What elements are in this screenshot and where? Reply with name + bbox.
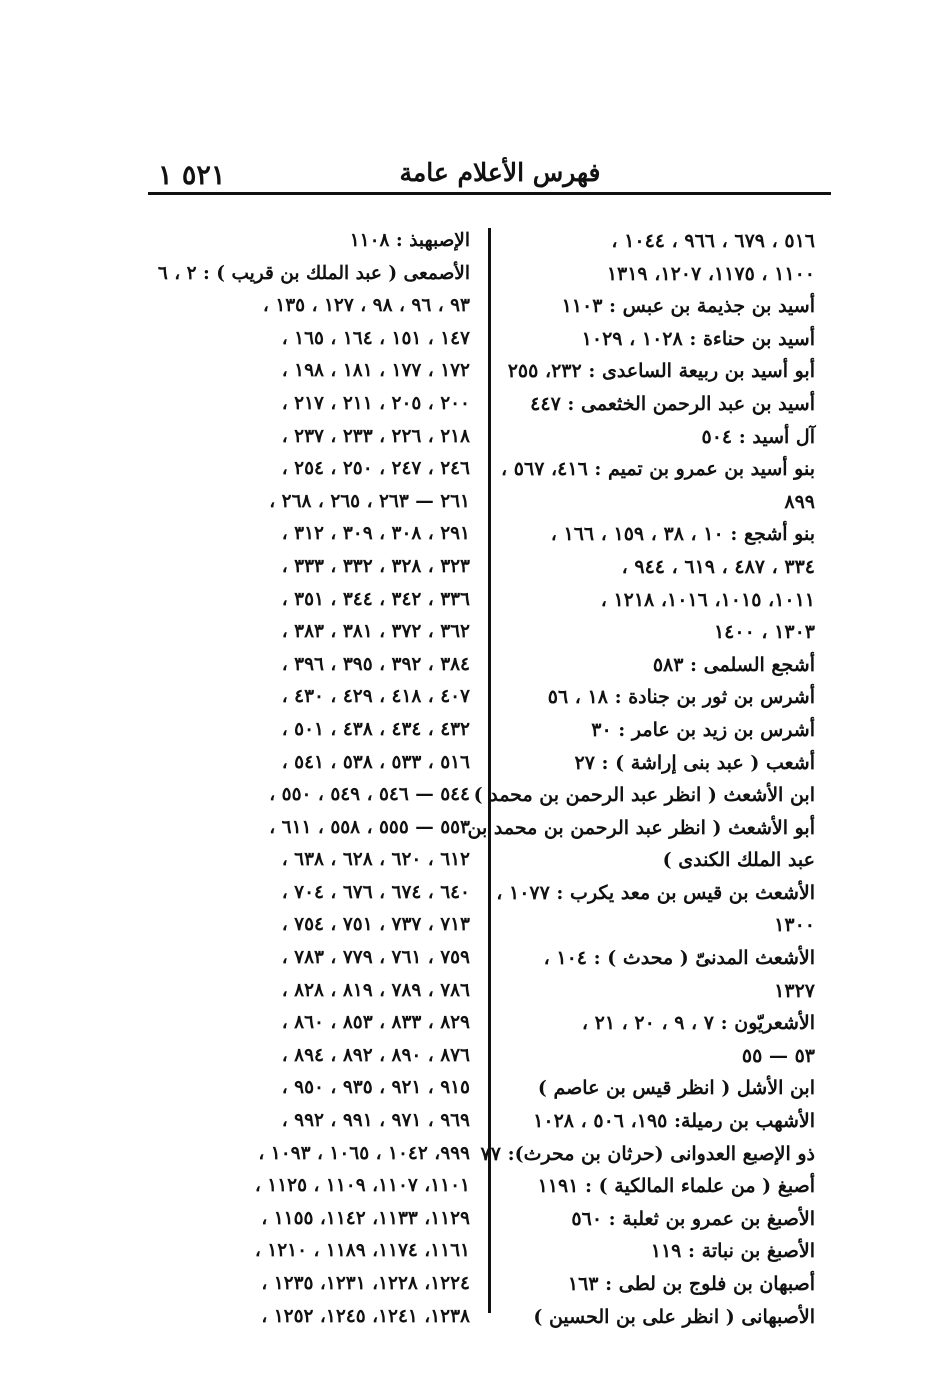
index-line: ٢٦١ — ٢٦٣ ، ٢٦٥ ، ٢٦٨ ، <box>269 490 470 512</box>
index-line: ١٠١١، ١٠١٥، ١٠١٦، ١٢١٨ ، <box>600 588 815 611</box>
index-line: ١٢٢٤، ١٢٢٨، ١٢٣١، ١٢٣٥ ، <box>261 1273 470 1294</box>
index-line: ابن الأشعث ( انظر عبد الرحمن بن محمد ) <box>473 784 815 807</box>
index-line: ٢١٨ ، ٢٢٦ ، ٢٣٣ ، ٢٣٧ ، <box>281 425 470 447</box>
index-line: ٩٩٩، ١٠٤٢ ، ١٠٦٥ ، ١٠٩٣ ، <box>258 1142 470 1164</box>
index-line: الأصمعى ( عبد الملك بن قريب ) : ٢ ، ٦ <box>157 262 470 284</box>
index-line: ٣٣٦ ، ٣٤٢ ، ٣٤٤ ، ٣٥١ ، <box>281 588 470 610</box>
index-line: أشجع السلمى : ٥٨٣ <box>652 653 815 676</box>
index-line: الأشعث بن قيس بن معد يكرب : ١٠٧٧ ، <box>496 881 815 904</box>
index-line: ١١٠٠ ، ١١٧٥، ١٢٠٧، ١٣١٩ <box>606 262 815 285</box>
index-line: ٦٤٠ ، ٦٧٤ ، ٦٧٦ ، ٧٠٤ ، <box>281 881 470 903</box>
index-line: ذو الإصبع العدوانى (حرثان بن محرث): ٧٧ <box>480 1142 815 1165</box>
index-line: أسيد بن جذيمة بن عبس : ١١٠٣ <box>561 295 815 318</box>
index-line: ٩١٥ ، ٩٢١ ، ٩٣٥ ، ٩٥٠ ، <box>281 1077 470 1099</box>
index-line: ٢٩١ ، ٣٠٨ ، ٣٠٩ ، ٣١٢ ، <box>281 523 470 545</box>
index-line: ٩٣ ، ٩٦ ، ٩٨ ، ١٢٧ ، ١٣٥ ، <box>262 295 470 317</box>
header-rule <box>148 192 831 195</box>
index-line: الأصبغ بن نباتة : ١١٩ <box>650 1240 815 1263</box>
index-line: الأشهب بن رميلة: ١٩٥، ٥٠٦ ، ١٠٢٨ <box>533 1110 815 1133</box>
index-line: ٣٢٣ ، ٣٢٨ ، ٣٣٢ ، ٣٣٣ ، <box>281 555 470 577</box>
index-line: أصبهان بن فلوج بن لطى : ١٦٣ <box>567 1273 815 1295</box>
index-line: أبو الأشعث ( انظر عبد الرحمن بن محمد بن <box>467 816 815 839</box>
index-line: ٤٣٢ ، ٤٣٤ ، ٤٣٨ ، ٥٠١ ، <box>281 718 470 740</box>
index-line: ٣٨٤ ، ٣٩٢ ، ٣٩٥ ، ٣٩٦ ، <box>281 653 470 675</box>
index-line: الأشعريّون : ٧ ، ٩ ، ٢٠ ، ٢١ ، <box>581 1012 815 1035</box>
index-line: آل أسيد : ٥٠٤ <box>701 425 815 448</box>
running-head-title: فهرس الأعلام عامة <box>399 158 601 187</box>
index-line: ١٤٧ ، ١٥١ ، ١٦٤ ، ١٦٥ ، <box>281 327 470 349</box>
index-line: ١٣٠٣ ، ١٤٠٠ <box>713 621 815 644</box>
index-line: الأصبهانى ( انظر على بن الحسين ) <box>533 1305 815 1328</box>
index-line: بنو أشجع : ١٠ ، ٣٨ ، ١٥٩ ، ١٦٦ ، <box>550 523 815 546</box>
index-line: ١٣٢٧ <box>774 979 815 1002</box>
index-line: بنو أسيد بن عمرو بن تميم : ٤١٦، ٥٦٧ ، <box>501 458 815 481</box>
index-line: ١٣٠٠ <box>774 914 815 937</box>
index-line: أشعب ( عبد بنى إراشة ) : ٢٧ <box>574 751 815 774</box>
index-line: ٢٠٠ ، ٢٠٥ ، ٢١١ ، ٢١٧ ، <box>281 392 470 414</box>
index-line: ٧٥٩ ، ٧٦١ ، ٧٧٩ ، ٧٨٣ ، <box>281 947 470 969</box>
index-line: ١٢٣٨، ١٢٤١، ١٢٤٥، ١٢٥٢ ، <box>261 1305 470 1327</box>
index-line: ١١٦١، ١١٧٤، ١١٨٩ ، ١٢١٠ ، <box>254 1240 470 1262</box>
index-line: ١٧٢ ، ١٧٧ ، ١٨١ ، ١٩٨ ، <box>281 360 470 382</box>
index-column-right <box>467 225 815 1333</box>
index-line: ١١٠١، ١١٠٧، ١١٠٩ ، ١١٢٥ ، <box>254 1175 470 1197</box>
index-line: ٥٥٣ — ٥٥٥ ، ٥٥٨ ، ٦١١ ، <box>269 816 470 838</box>
index-column-left <box>157 225 470 1333</box>
index-line: أبو أسيد بن ربيعة الساعدى : ٢٣٢، ٢٥٥ <box>507 360 815 383</box>
index-line: ٧١٣ ، ٧٣٧ ، ٧٥١ ، ٧٥٤ ، <box>281 914 470 936</box>
index-line: ابن الأشل ( انظر قيس بن عاصم ) <box>537 1077 815 1100</box>
index-line: ٨٩٩ <box>784 490 815 513</box>
page-number: ٥٢١ ١ <box>158 160 226 191</box>
index-line: الأصبغ بن عمرو بن ثعلبة : ٥٦٠ <box>571 1207 815 1230</box>
index-line: ٥١٦ ، ٥٣٣ ، ٥٣٨ ، ٥٤١ ، <box>281 751 470 773</box>
index-line: ٥٣ — ٥٥ <box>741 1044 815 1067</box>
index-line: عبد الملك الكندى ) <box>662 849 815 872</box>
index-line: أشرس بن زيد بن عامر : ٣٠ <box>591 718 815 741</box>
index-line: ٩٦٩ ، ٩٧١ ، ٩٩١ ، ٩٩٢ ، <box>281 1110 470 1132</box>
index-line: الإصبهبذ : ١١٠٨ <box>349 230 470 251</box>
index-line: ٥٤٤ — ٥٤٦ ، ٥٤٩ ، ٥٥٠ ، <box>269 784 470 806</box>
index-line: ٨٢٩ ، ٨٣٣ ، ٨٥٣ ، ٨٦٠ ، <box>281 1012 470 1034</box>
index-line: ٣٦٢ ، ٣٧٢ ، ٣٨١ ، ٣٨٣ ، <box>281 621 470 643</box>
index-line: ٢٤٦ ، ٢٤٧ ، ٢٥٠ ، ٢٥٤ ، <box>281 458 470 480</box>
index-line: ٦١٢ ، ٦٢٠ ، ٦٢٨ ، ٦٣٨ ، <box>281 849 470 871</box>
index-line: الأشعث المدنىّ ( محدث ) : ١٠٤ ، <box>543 947 815 970</box>
index-line: ٣٣٤ ، ٤٨٧ ، ٦١٩ ، ٩٤٤ ، <box>621 555 815 578</box>
index-line: أشرس بن ثور بن جنادة : ١٨ ، ٥٦ <box>547 686 815 709</box>
index-line: أسيد بن حناءة : ١٠٢٨ ، ١٠٢٩ <box>581 327 815 350</box>
index-line: ٨٧٦ ، ٨٩٠ ، ٨٩٢ ، ٨٩٤ ، <box>281 1044 470 1066</box>
index-line: ٥١٦ ، ٦٧٩ ، ٩٦٦ ، ١٠٤٤ ، <box>611 230 815 252</box>
index-line: أسيد بن عبد الرحمن الخثعمى : ٤٤٧ <box>530 392 815 415</box>
index-line: ٧٨٦ ، ٧٨٩ ، ٨١٩ ، ٨٢٨ ، <box>281 979 470 1001</box>
index-line: ٤٠٧ ، ٤١٨ ، ٤٢٩ ، ٤٣٠ ، <box>281 686 470 708</box>
index-line: ١١٢٩، ١١٣٣، ١١٤٢، ١١٥٥ ، <box>261 1207 470 1229</box>
index-line: أصبغ ( من علماء المالكية ) : ١١٩١ <box>537 1175 815 1198</box>
